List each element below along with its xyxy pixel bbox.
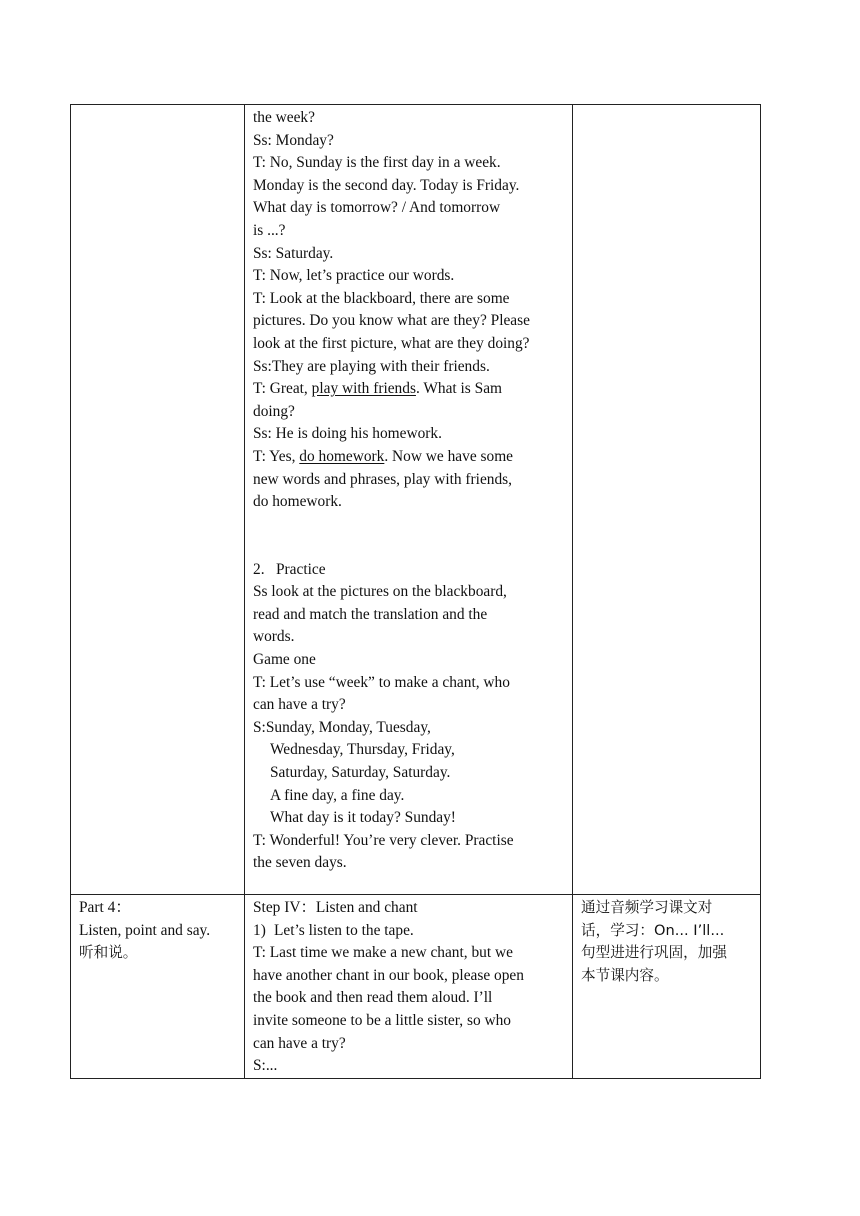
underlined-phrase: play with friends xyxy=(311,380,416,398)
step-title: Step IV：Listen and chant xyxy=(253,899,418,916)
text-line: the book and then read them aloud. I’ll xyxy=(253,989,493,1007)
procedure-cell xyxy=(245,895,573,1079)
note-line: 本节课内容。 xyxy=(581,966,669,984)
text-line xyxy=(253,378,565,401)
text-line: can have a try? xyxy=(253,1034,346,1052)
chant-line: Saturday, Saturday, Saturday. xyxy=(270,764,451,782)
text-line xyxy=(253,446,565,469)
text-line: T: Last time we make a new chant, but we xyxy=(253,944,513,962)
text-line: is ...? xyxy=(253,221,286,239)
text-line: Monday is the second day. Today is Friday. xyxy=(253,176,520,194)
text-line: Ss:They are playing with their friends. xyxy=(253,357,490,375)
chant-line: What day is it today? Sunday! xyxy=(270,809,456,827)
note-line: 句型进进行巩固，加强 xyxy=(581,944,727,962)
underlined-phrase: do homework xyxy=(299,447,385,465)
part-title: Part 4： xyxy=(79,899,131,916)
lesson-plan-table xyxy=(70,104,761,1079)
part-cell xyxy=(71,105,245,895)
text-line: the seven days. xyxy=(253,854,347,872)
text-line: T: Let’s use “week” to make a chant, who xyxy=(253,673,510,691)
chant-line: A fine day, a fine day. xyxy=(270,786,405,804)
text-line: What day is tomorrow? / And tomorrow xyxy=(253,199,501,217)
sub-step-title: Let’s listen to the tape. xyxy=(274,921,414,939)
section-heading xyxy=(253,559,565,582)
text-line: doing? xyxy=(253,402,295,420)
text-line: have another chant in our book, please open xyxy=(253,966,524,984)
text-line: do homework. xyxy=(253,493,342,511)
text-line: T: Now, let’s practice our words. xyxy=(253,267,455,285)
text-line: Ss: He is doing his homework. xyxy=(253,425,442,443)
text-line: pictures. Do you know what are they? Please xyxy=(253,312,530,330)
intent-cell xyxy=(573,895,761,1079)
text-line: S:... xyxy=(253,1057,278,1075)
text-line: T: Wonderful! You’re very clever. Practise xyxy=(253,831,514,849)
section-number: 2. xyxy=(253,560,265,578)
part-cell xyxy=(71,895,245,1079)
text-fragment: . Now we have some xyxy=(384,447,513,465)
text-line: T: No, Sunday is the first day in a week. xyxy=(253,154,501,172)
part-name-cn: 听和说。 xyxy=(79,944,138,962)
text-line: S:Sunday, Monday, Tuesday, xyxy=(253,718,431,736)
chant-line: Wednesday, Thursday, Friday, xyxy=(270,741,455,759)
text-line: read and match the translation and the xyxy=(253,605,488,623)
section-title: Practice xyxy=(276,560,326,578)
text-line: words. xyxy=(253,628,295,646)
intent-cell xyxy=(573,105,761,895)
text-line: new words and phrases, play with friends, xyxy=(253,470,513,488)
text-fragment: T: Great, xyxy=(253,380,312,398)
table-row xyxy=(71,895,761,1079)
procedure-cell xyxy=(245,105,573,895)
note-line: 话，学习：On... I’ll... xyxy=(581,921,725,939)
text-line: T: Look at the blackboard, there are some xyxy=(253,289,510,307)
text-line: Ss: Monday? xyxy=(253,131,334,149)
note-line: 通过音频学习课文对 xyxy=(581,899,713,916)
text-fragment: . What is Sam xyxy=(415,380,503,398)
part-name: Listen, point and say. xyxy=(79,921,211,939)
text-line: Ss look at the pictures on the blackboard, xyxy=(253,583,507,601)
table-row xyxy=(71,105,761,895)
sub-step-number: 1) xyxy=(253,921,266,939)
text-line: look at the first picture, what are they doing? xyxy=(253,334,530,352)
spacer xyxy=(253,514,565,559)
text-line: can have a try? xyxy=(253,696,346,714)
text-line: Game one xyxy=(253,651,316,669)
text-line: invite someone to be a little sister, so who xyxy=(253,1011,511,1029)
text-line: the week? xyxy=(253,109,315,126)
text-line: Ss: Saturday. xyxy=(253,244,334,262)
text-fragment: T: Yes, xyxy=(253,447,300,465)
sub-step xyxy=(253,920,565,943)
